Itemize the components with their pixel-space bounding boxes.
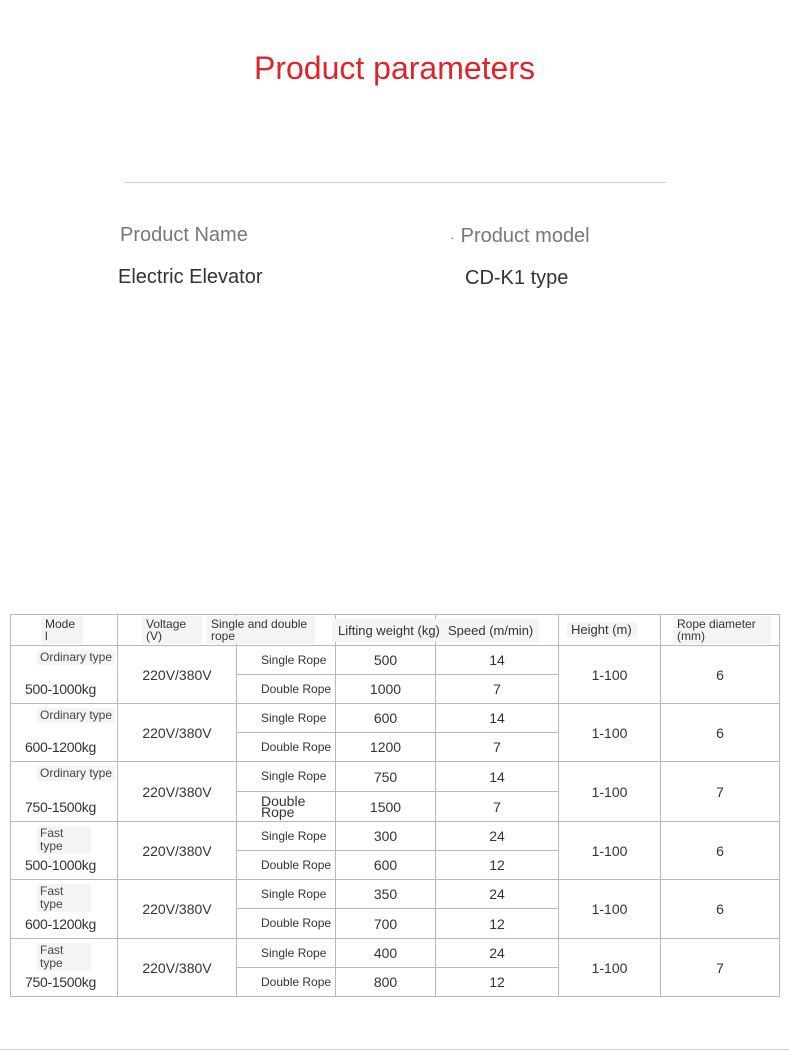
header-height: Height (m) (559, 615, 661, 646)
voltage-cell: 220V/380V (118, 704, 237, 762)
weight-cell: 750 (336, 762, 436, 792)
product-name-value: Electric Elevator (118, 266, 263, 288)
table-row (11, 822, 780, 851)
rope-cell: Single Rope (237, 762, 336, 792)
voltage-cell: 220V/380V (118, 939, 237, 997)
model-range-label: 500-1000kg (25, 681, 96, 697)
speed-cell: 24 (436, 880, 559, 909)
weight-cell: 500 (336, 646, 436, 675)
rope-cell: Single Rope (237, 939, 336, 968)
voltage-cell: 220V/380V (118, 822, 237, 880)
model-type-label: Ordinary type (37, 766, 115, 781)
rope-cell: Double Rope (237, 851, 336, 880)
height-cell: 1-100 (559, 822, 661, 880)
rope-cell: Double Rope (237, 792, 336, 822)
model-range-label: 600-1200kg (25, 739, 96, 755)
product-name-label: Product Name (120, 224, 248, 246)
weight-cell: 600 (336, 704, 436, 733)
spec-table (10, 614, 780, 997)
model-cell (11, 880, 118, 939)
diameter-cell: 6 (661, 704, 780, 762)
table-row (11, 704, 780, 733)
weight-cell: 800 (336, 968, 436, 997)
header-model: Mode l (11, 615, 118, 646)
table-row (11, 880, 780, 909)
product-model-label-wrap (450, 225, 590, 248)
rope-cell: Single Rope (237, 880, 336, 909)
model-type-label: Ordinary type (37, 650, 115, 665)
rope-cell: Single Rope (237, 822, 336, 851)
title-divider (124, 182, 666, 183)
model-type-label: Fast type (37, 826, 91, 854)
voltage-cell: 220V/380V (118, 646, 237, 704)
speed-cell: 14 (436, 646, 559, 675)
diameter-cell: 7 (661, 939, 780, 997)
weight-cell: 300 (336, 822, 436, 851)
speed-cell: 14 (436, 704, 559, 733)
header-diameter: Rope diameter (mm) (661, 615, 780, 646)
voltage-cell: 220V/380V (118, 880, 237, 939)
speed-cell: 24 (436, 822, 559, 851)
model-type-label: Ordinary type (37, 708, 115, 723)
page-title: Product parameters (253, 50, 535, 86)
speed-cell: 12 (436, 909, 559, 939)
speed-cell: 7 (436, 792, 559, 822)
height-cell: 1-100 (559, 646, 661, 704)
model-cell (11, 704, 118, 762)
table-row (11, 939, 780, 968)
diameter-cell: 7 (661, 762, 780, 822)
voltage-cell: 220V/380V (118, 762, 237, 822)
speed-cell: 7 (436, 675, 559, 704)
model-cell (11, 939, 118, 997)
header-rope: Single and double rope (237, 615, 336, 646)
header-voltage: Voltage (V) (118, 615, 237, 646)
model-range-label: 600-1200kg (25, 916, 96, 932)
weight-cell: 400 (336, 939, 436, 968)
height-cell: 1-100 (559, 762, 661, 822)
table-row (11, 762, 780, 792)
weight-cell: 1500 (336, 792, 436, 822)
model-type-label: Fast type (37, 884, 91, 912)
diameter-cell: 6 (661, 880, 780, 939)
product-model-label: Product model (460, 225, 590, 247)
model-range-label: 500-1000kg (25, 857, 96, 873)
model-range-label: 750-1500kg (25, 799, 96, 815)
bottom-divider (0, 1049, 789, 1050)
model-cell (11, 646, 118, 704)
header-weight: Lifting weight (kg) (336, 615, 436, 646)
height-cell: 1-100 (559, 704, 661, 762)
header-speed: Speed (m/min) (436, 615, 559, 646)
rope-cell: Double Rope (237, 968, 336, 997)
product-model-value: CD-K1 type (465, 267, 569, 289)
model-cell (11, 822, 118, 880)
speed-cell: 24 (436, 939, 559, 968)
height-cell: 1-100 (559, 880, 661, 939)
model-type-label: Fast type (37, 943, 91, 971)
speed-cell: 7 (436, 733, 559, 762)
diameter-cell: 6 (661, 822, 780, 880)
rope-cell: Double Rope (237, 733, 336, 762)
height-cell: 1-100 (559, 939, 661, 997)
table-header-row (11, 615, 780, 646)
bullet-icon: · (450, 229, 455, 245)
table-row (11, 646, 780, 675)
speed-cell: 12 (436, 968, 559, 997)
rope-cell: Single Rope (237, 704, 336, 733)
speed-cell: 12 (436, 851, 559, 880)
weight-cell: 600 (336, 851, 436, 880)
weight-cell: 1200 (336, 733, 436, 762)
diameter-cell: 6 (661, 646, 780, 704)
rope-cell: Double Rope (237, 909, 336, 939)
weight-cell: 700 (336, 909, 436, 939)
speed-cell: 14 (436, 762, 559, 792)
model-range-label: 750-1500kg (25, 974, 96, 990)
weight-cell: 1000 (336, 675, 436, 704)
weight-cell: 350 (336, 880, 436, 909)
model-cell (11, 762, 118, 822)
rope-cell: Double Rope (237, 675, 336, 704)
rope-cell: Single Rope (237, 646, 336, 675)
